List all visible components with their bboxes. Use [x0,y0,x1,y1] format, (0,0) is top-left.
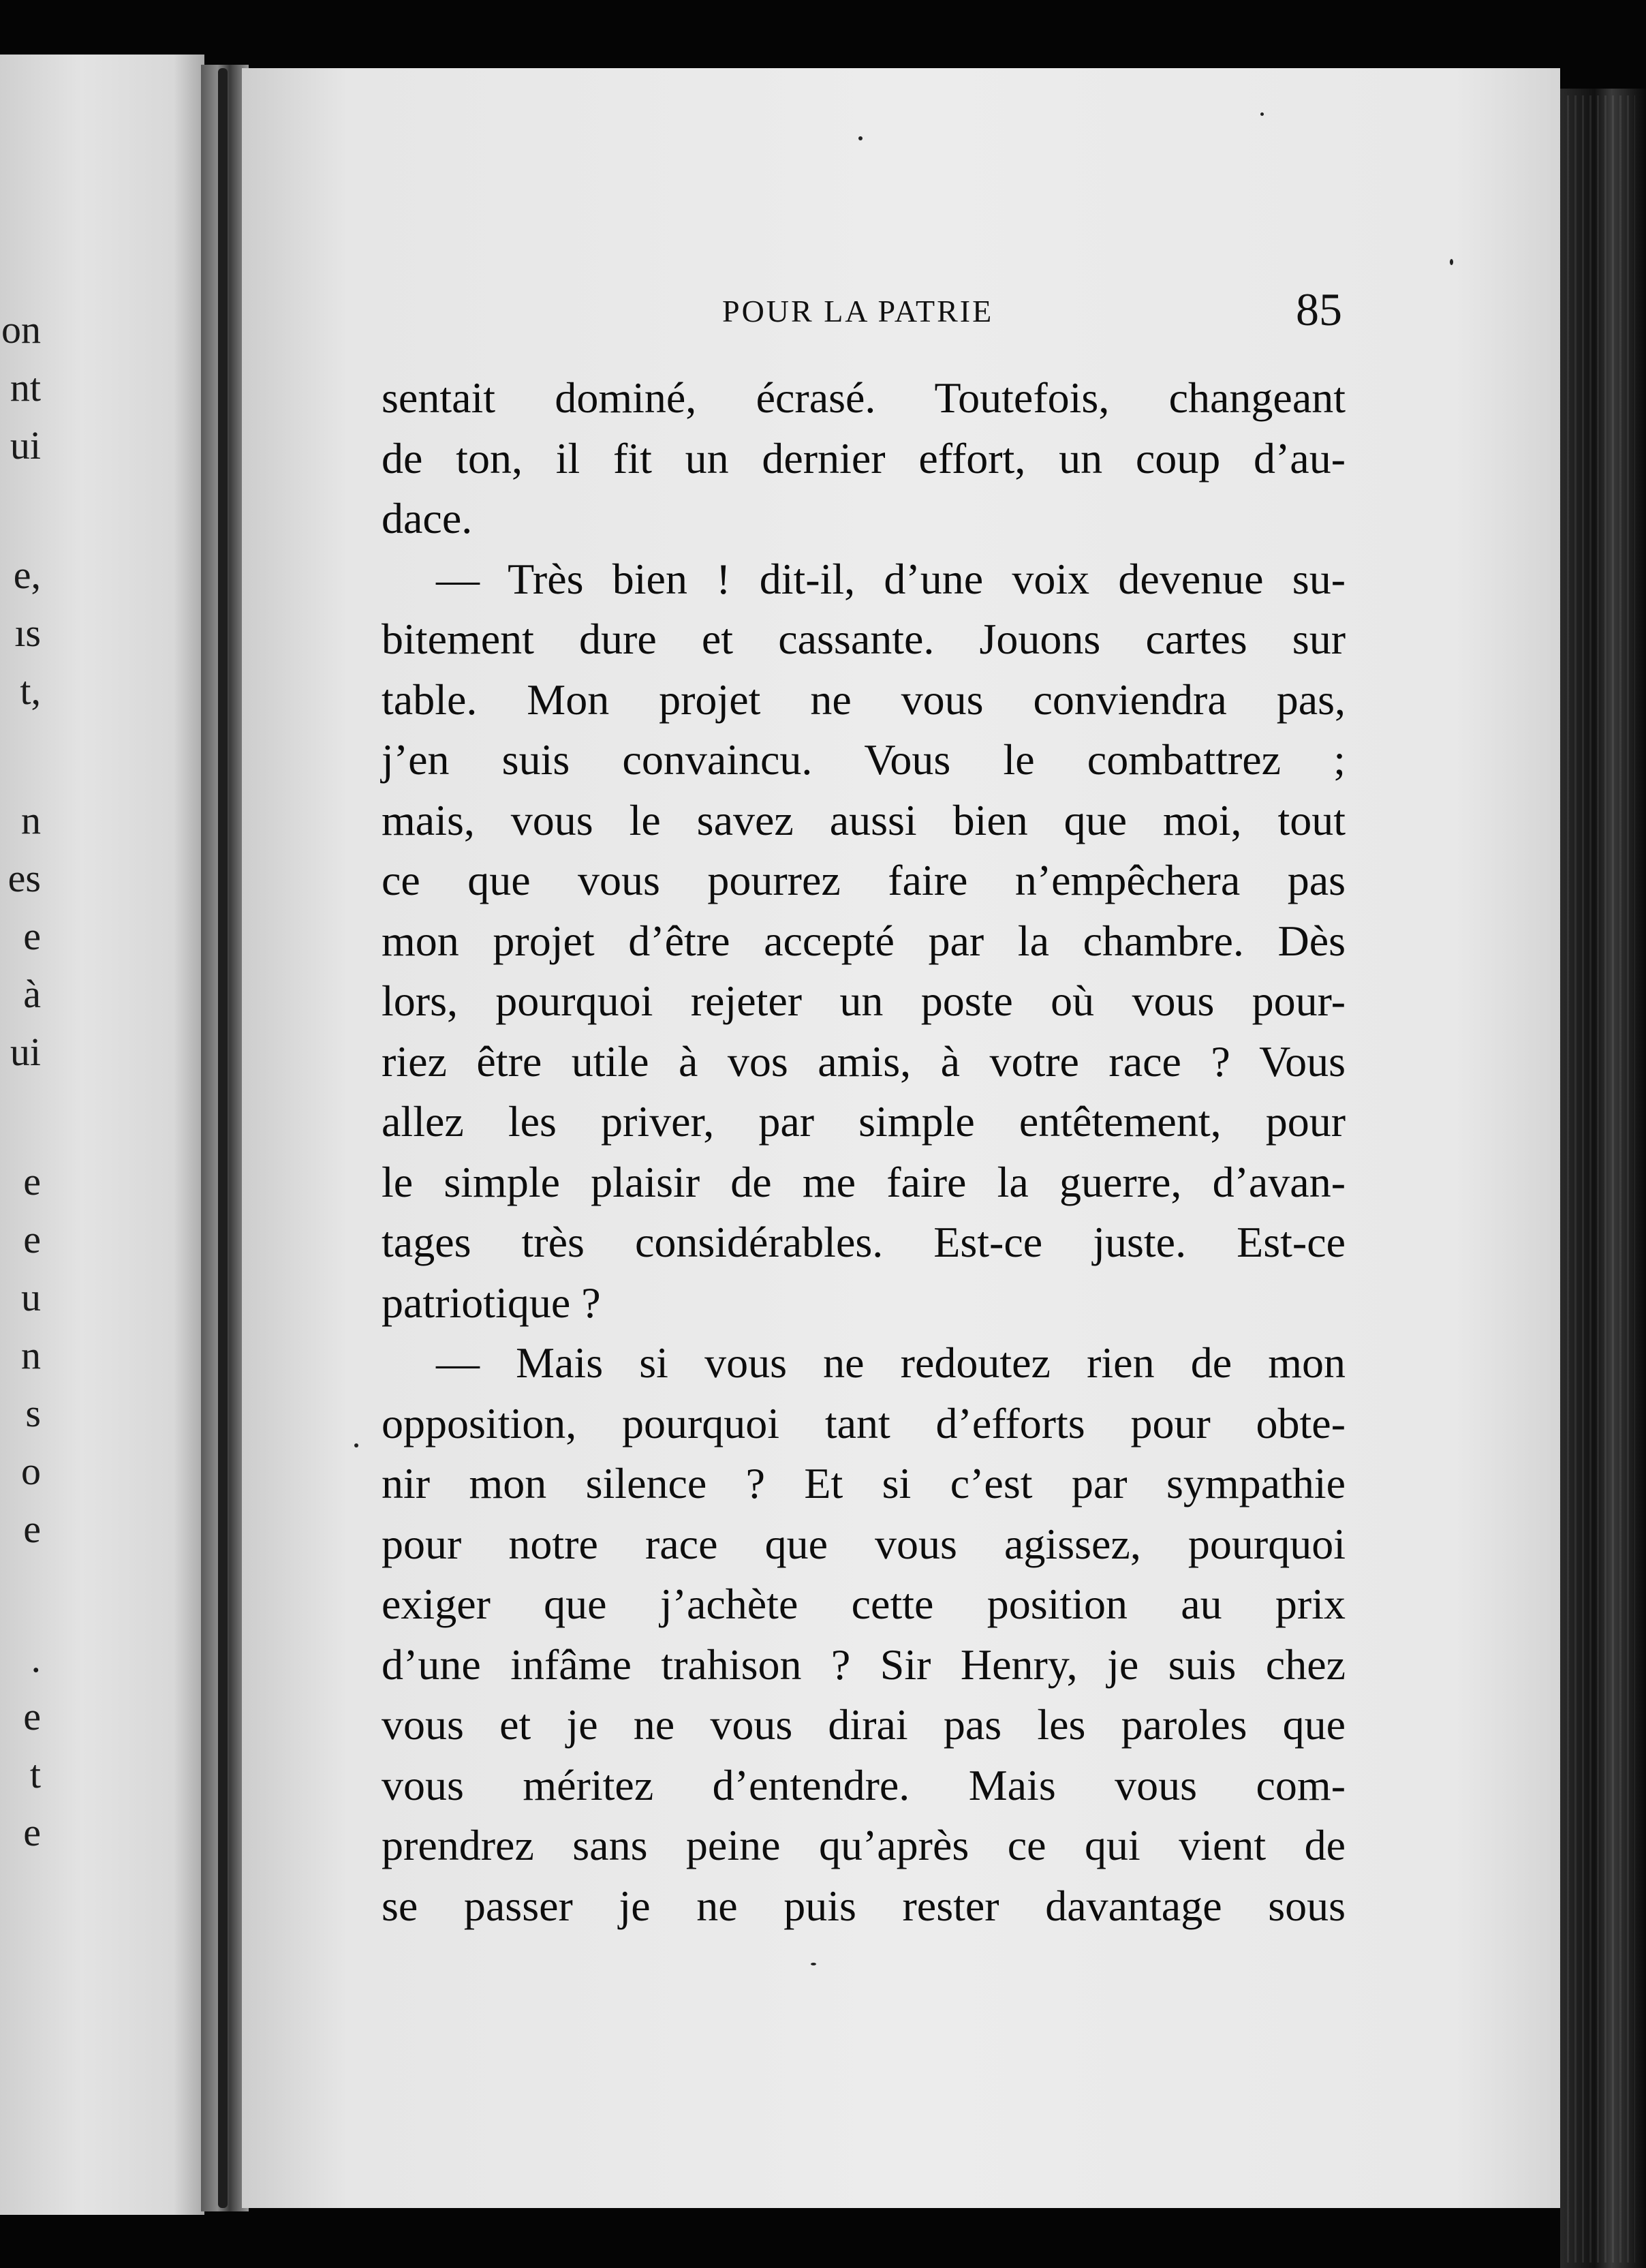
left-facing-page [0,55,204,2215]
text-line: j’en suis convaincu. Vous le combattrez ; [382,735,1346,784]
text-line: se passer je ne puis rester davantage sous [382,1881,1346,1930]
text-line: riez être utile à vos amis, à votre race ? Vous [382,1037,1346,1086]
left-page-fragment: nt [10,365,41,410]
text-line: ce que vous pourrez faire n’empêchera pas [382,856,1346,904]
text-line: mais, vous le savez aussi bien que moi, tout [382,795,1346,844]
text-line: tages très considérables. Est-ce juste. Est-ce [382,1218,1346,1266]
text-line: pour notre race que vous agissez, pourquoi [382,1519,1346,1568]
running-head: POUR LA PATRIE [722,294,994,328]
text-line: nir mon silence ? Et si c’est par sympathie [382,1459,1346,1507]
text-line: opposition, pourquoi tant d’efforts pour obte- [382,1398,1346,1447]
book-page-edge-lines [1567,95,1635,2263]
text-line: bitement dure et cassante. Jouons cartes sur [382,615,1346,663]
text-line: exiger que j’achète cette position au prix [382,1580,1346,1628]
left-page-fragment: o [21,1449,41,1493]
text-line: lors, pourquoi rejeter un poste où vous pour- [382,977,1346,1025]
left-page-fragment: e [23,1507,41,1551]
text-line: vous méritez d’entendre. Mais vous com- [382,1760,1346,1809]
text-line: — Mais si vous ne redoutez rien de mon [436,1338,1346,1387]
text-line: sentait dominé, écrasé. Toutefois, changeant [382,373,1346,422]
text-line: de ton, il fit un dernier effort, un coup d’au- [382,433,1346,482]
body-text [382,368,1346,1936]
left-page-fragment: . [31,1636,41,1681]
text-line: d’une infâme trahison ? Sir Henry, je suis chez [382,1640,1346,1689]
text-line: le simple plaisir de me faire la guerre, d’avan- [382,1157,1346,1206]
left-page-fragment: on [1,307,41,352]
left-page-fragment: e [23,1217,41,1261]
left-page-fragment: t [29,1752,41,1796]
left-page-fragment: t, [20,669,41,713]
left-page-fragment: ui [10,423,41,468]
text-line: vous et je ne vous dirai pas les paroles que [382,1700,1346,1749]
page-number: 85 [1296,284,1342,335]
text-line: dace. [382,494,473,542]
left-page-fragment: e [23,1694,41,1738]
left-page-fragment: e [23,914,41,958]
left-page-fragment: s [25,1391,41,1435]
left-page-fragment: e [23,1810,41,1854]
left-page-fragment: n [21,798,41,842]
left-page-fragment: e, [13,553,41,597]
dust-speck [1260,112,1264,116]
left-page-fragment: n [21,1333,41,1377]
left-page-fragment: ıs [14,611,41,655]
gutter-shadow-line [218,68,228,2208]
left-page-fragment: e [23,1159,41,1204]
dust-speck [858,136,863,140]
left-page-fragment: à [23,972,41,1016]
left-page-fragment: u [21,1275,41,1319]
text-line: allez les priver, par simple entêtement, pour [382,1097,1346,1146]
text-line: prendrez sans peine qu’après ce qui vient de [382,1821,1346,1869]
dust-speck [354,1443,358,1447]
left-page-fragment: es [7,856,41,900]
text-line: table. Mon projet ne vous conviendra pas, [382,675,1346,724]
text-line: mon projet d’être accepté par la chambre. Dès [382,916,1346,965]
text-line: — Très bien ! dit-il, d’une voix devenue su- [436,554,1346,603]
text-line: patriotique ? [382,1278,601,1327]
dust-speck [1450,259,1453,265]
left-page-fragment: ui [10,1030,41,1074]
dust-speck [811,1963,816,1965]
